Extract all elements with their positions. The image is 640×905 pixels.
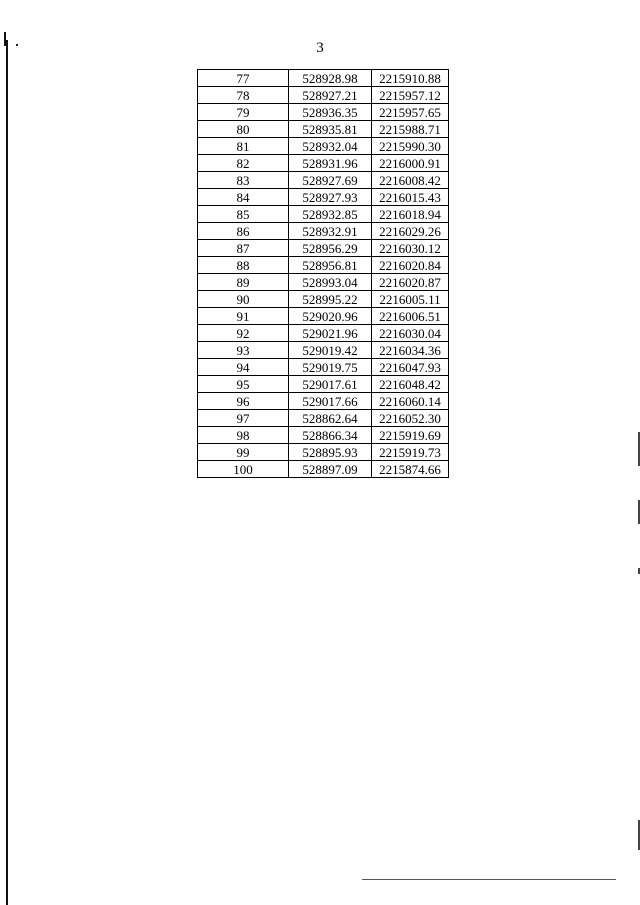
page-number: 3 bbox=[316, 40, 324, 56]
table-row bbox=[198, 291, 449, 308]
point-number-cell: 78 bbox=[198, 87, 289, 104]
point-number-cell: 87 bbox=[198, 240, 289, 257]
table-row bbox=[198, 461, 449, 478]
x-coordinate-cell: 528932.91 bbox=[289, 223, 372, 240]
point-number-cell: 95 bbox=[198, 376, 289, 393]
point-number-cell: 85 bbox=[198, 206, 289, 223]
x-coordinate-cell: 529019.42 bbox=[289, 342, 372, 359]
y-coordinate-cell: 2216008.42 bbox=[372, 172, 449, 189]
y-coordinate-cell: 2215910.88 bbox=[372, 70, 449, 87]
y-coordinate-cell: 2215988.71 bbox=[372, 121, 449, 138]
y-coordinate-cell: 2215919.73 bbox=[372, 444, 449, 461]
x-coordinate-cell: 528866.34 bbox=[289, 427, 372, 444]
point-number-cell: 98 bbox=[198, 427, 289, 444]
table-row bbox=[198, 308, 449, 325]
y-coordinate-cell: 2216015.43 bbox=[372, 189, 449, 206]
y-coordinate-cell: 2216000.91 bbox=[372, 155, 449, 172]
x-coordinate-cell: 528932.04 bbox=[289, 138, 372, 155]
table-row bbox=[198, 138, 449, 155]
point-number-cell: 99 bbox=[198, 444, 289, 461]
y-coordinate-cell: 2216018.94 bbox=[372, 206, 449, 223]
y-coordinate-cell: 2216020.84 bbox=[372, 257, 449, 274]
x-coordinate-cell: 528956.29 bbox=[289, 240, 372, 257]
point-number-cell: 81 bbox=[198, 138, 289, 155]
y-coordinate-cell: 2216005.11 bbox=[372, 291, 449, 308]
x-coordinate-cell: 529020.96 bbox=[289, 308, 372, 325]
point-number-cell: 89 bbox=[198, 274, 289, 291]
table-row bbox=[198, 70, 449, 87]
scan-artifact-bottom-line bbox=[362, 879, 616, 880]
y-coordinate-cell: 2216048.42 bbox=[372, 376, 449, 393]
table-row bbox=[198, 427, 449, 444]
table-row bbox=[198, 376, 449, 393]
x-coordinate-cell: 529021.96 bbox=[289, 325, 372, 342]
point-number-cell: 88 bbox=[198, 257, 289, 274]
x-coordinate-cell: 528928.98 bbox=[289, 70, 372, 87]
table-row bbox=[198, 393, 449, 410]
point-number-cell: 93 bbox=[198, 342, 289, 359]
point-number-cell: 82 bbox=[198, 155, 289, 172]
x-coordinate-cell: 528993.04 bbox=[289, 274, 372, 291]
y-coordinate-cell: 2215874.66 bbox=[372, 461, 449, 478]
y-coordinate-cell: 2216029.26 bbox=[372, 223, 449, 240]
x-coordinate-cell: 529019.75 bbox=[289, 359, 372, 376]
y-coordinate-cell: 2216052.30 bbox=[372, 410, 449, 427]
table-row bbox=[198, 155, 449, 172]
y-coordinate-cell: 2216030.12 bbox=[372, 240, 449, 257]
table-row bbox=[198, 223, 449, 240]
y-coordinate-cell: 2215919.69 bbox=[372, 427, 449, 444]
x-coordinate-cell: 528932.85 bbox=[289, 206, 372, 223]
x-coordinate-cell: 528995.22 bbox=[289, 291, 372, 308]
y-coordinate-cell: 2216030.04 bbox=[372, 325, 449, 342]
x-coordinate-cell: 528897.09 bbox=[289, 461, 372, 478]
point-number-cell: 92 bbox=[198, 325, 289, 342]
x-coordinate-cell: 528927.69 bbox=[289, 172, 372, 189]
table-row bbox=[198, 206, 449, 223]
y-coordinate-cell: 2216020.87 bbox=[372, 274, 449, 291]
x-coordinate-cell: 528862.64 bbox=[289, 410, 372, 427]
x-coordinate-cell: 529017.61 bbox=[289, 376, 372, 393]
point-number-cell: 90 bbox=[198, 291, 289, 308]
point-number-cell: 96 bbox=[198, 393, 289, 410]
y-coordinate-cell: 2215957.12 bbox=[372, 87, 449, 104]
table-row bbox=[198, 274, 449, 291]
y-coordinate-cell: 2216060.14 bbox=[372, 393, 449, 410]
y-coordinate-cell: 2215957.65 bbox=[372, 104, 449, 121]
point-number-cell: 77 bbox=[198, 70, 289, 87]
table-row bbox=[198, 410, 449, 427]
x-coordinate-cell: 528927.21 bbox=[289, 87, 372, 104]
y-coordinate-cell: 2216034.36 bbox=[372, 342, 449, 359]
table-row bbox=[198, 359, 449, 376]
table-row bbox=[198, 121, 449, 138]
table-row bbox=[198, 104, 449, 121]
scan-artifact-left-edge bbox=[6, 40, 8, 905]
x-coordinate-cell: 528931.96 bbox=[289, 155, 372, 172]
point-number-cell: 86 bbox=[198, 223, 289, 240]
table-row bbox=[198, 342, 449, 359]
y-coordinate-cell: 2215990.30 bbox=[372, 138, 449, 155]
x-coordinate-cell: 528956.81 bbox=[289, 257, 372, 274]
table-row bbox=[198, 325, 449, 342]
x-coordinate-cell: 528936.35 bbox=[289, 104, 372, 121]
table-row bbox=[198, 240, 449, 257]
point-number-cell: 84 bbox=[198, 189, 289, 206]
point-number-cell: 94 bbox=[198, 359, 289, 376]
coordinates-table bbox=[197, 69, 449, 478]
x-coordinate-cell: 528895.93 bbox=[289, 444, 372, 461]
point-number-cell: 83 bbox=[198, 172, 289, 189]
point-number-cell: 97 bbox=[198, 410, 289, 427]
point-number-cell: 79 bbox=[198, 104, 289, 121]
point-number-cell: 91 bbox=[198, 308, 289, 325]
table-row bbox=[198, 444, 449, 461]
table-row bbox=[198, 87, 449, 104]
table-row bbox=[198, 172, 449, 189]
coordinates-table-body bbox=[198, 70, 449, 478]
table-row bbox=[198, 189, 449, 206]
x-coordinate-cell: 528927.93 bbox=[289, 189, 372, 206]
point-number-cell: 100 bbox=[198, 461, 289, 478]
x-coordinate-cell: 529017.66 bbox=[289, 393, 372, 410]
table-row bbox=[198, 257, 449, 274]
y-coordinate-cell: 2216047.93 bbox=[372, 359, 449, 376]
point-number-cell: 80 bbox=[198, 121, 289, 138]
y-coordinate-cell: 2216006.51 bbox=[372, 308, 449, 325]
x-coordinate-cell: 528935.81 bbox=[289, 121, 372, 138]
